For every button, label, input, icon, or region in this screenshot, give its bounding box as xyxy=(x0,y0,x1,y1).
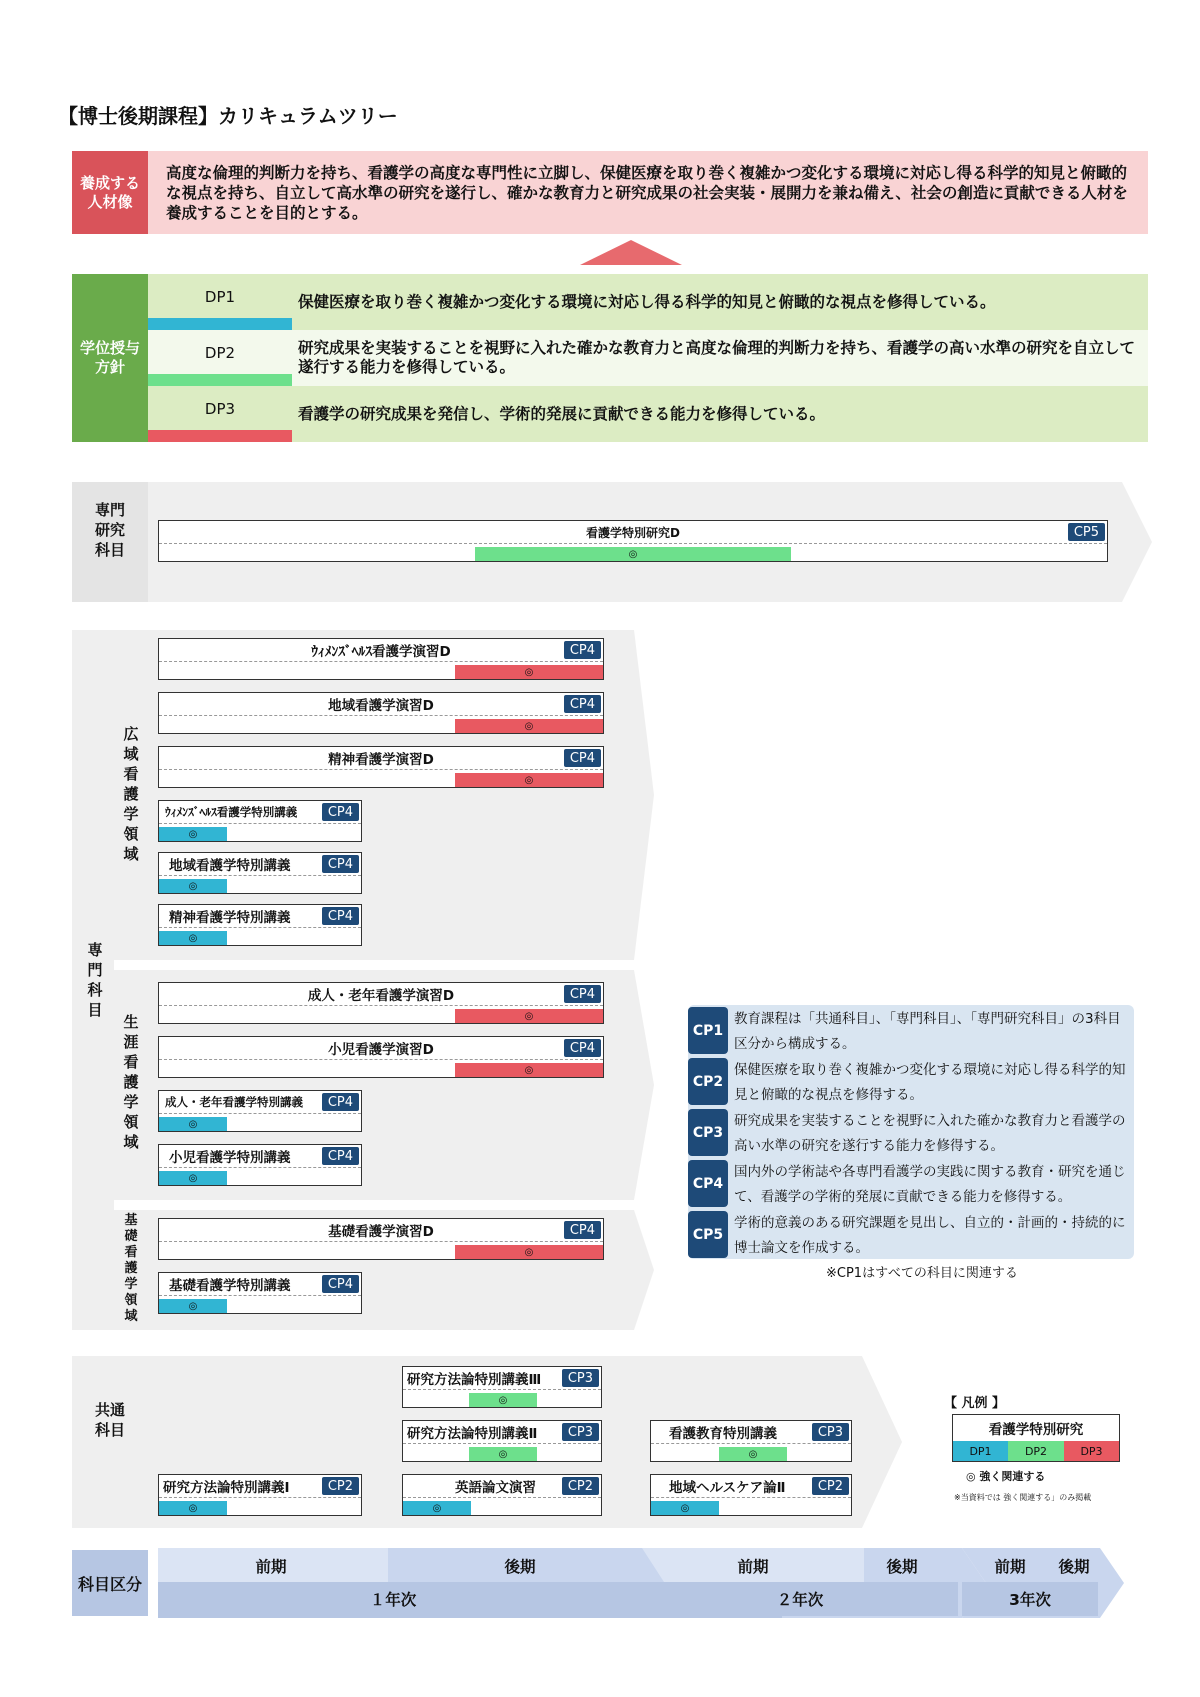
dp-code: DP2 xyxy=(204,344,236,362)
dp2-color-bar xyxy=(148,374,292,386)
legend-title: 【 凡例 】 xyxy=(944,1396,1006,1411)
cp-text: 研究成果を実装することを視野に入れた確かな教育力と看護学の高い水準の研究を遂行する能力を修得する。 xyxy=(734,1113,1126,1154)
vision-text: 高度な倫理的判断力を持ち、看護学の高度な専門性に立脚し、保健医療を取り巻く複雑かつ変化する環境に対応し得る科学的知見と俯瞰的な視点を持ち、自立して高水準の研究を遂行し、確かな教育力と研究成果の社会実装・展開力を兼ね備え、社会の創造に貢献できる人材を養成することを目的とする。 xyxy=(148,151,1148,234)
dp-code: DP1 xyxy=(204,288,236,306)
cp-table xyxy=(688,1005,1134,1259)
legend-note: ※当資料では 強く関連する」のみ掲載 xyxy=(954,1493,1092,1502)
cp-row xyxy=(688,1005,1134,1056)
cp-badge: CP3 xyxy=(812,1423,849,1441)
dp1-mark: ◎ xyxy=(159,1501,227,1515)
cp-text: 国内外の学術誌や各専門看護学の実践に関する教育・研究を通じて、看護学の学術的発展に貢献できる能力を修得する。 xyxy=(734,1164,1126,1205)
dp2-mark: ◎ xyxy=(475,547,791,561)
common-arrow xyxy=(862,1356,902,1528)
cp-code: CP1 xyxy=(688,1007,728,1054)
dp3-mark: ◎ xyxy=(455,1245,603,1259)
course-box xyxy=(158,800,362,842)
dp3-mark: ◎ xyxy=(455,665,603,679)
course-box xyxy=(158,638,604,680)
term-kouki: 後期 xyxy=(504,1558,536,1576)
course-box xyxy=(158,1144,362,1186)
course-name: 成人・老年看護学特別講義 xyxy=(159,1091,361,1114)
course-box xyxy=(158,520,1108,562)
course-box xyxy=(158,1474,362,1516)
course-box xyxy=(158,1272,362,1314)
specialty-label: 専門科目 xyxy=(87,941,103,1019)
dp1-mark: ◎ xyxy=(159,1117,227,1131)
cp-text: 教育課程は「共通科目」、「専門科目」、「専門研究科目」の3科目区分から構成する。 xyxy=(734,1011,1121,1052)
course-name: 基礎看護学演習D xyxy=(159,1219,603,1242)
common-label: 共通科目 xyxy=(94,1401,125,1439)
cp-badge: CP4 xyxy=(322,855,359,873)
course-name: 基礎看護学特別講義 xyxy=(159,1273,361,1296)
year-label: １年次 xyxy=(369,1591,417,1609)
cp-text: 学術的意義のある研究課題を見出し、自立的・計画的・持続的に博士論文を作成する。 xyxy=(734,1215,1126,1256)
course-box xyxy=(402,1366,602,1408)
vision-label-text: 養成する人材像 xyxy=(80,173,141,211)
term-zenki: 前期 xyxy=(737,1558,769,1576)
cp-badge: CP4 xyxy=(322,1275,359,1293)
dp3-mark: ◎ xyxy=(455,719,603,733)
cp-text: 保健医療を取り巻く複雑かつ変化する環境に対応し得る科学的知見と俯瞰的な視点を修得する。 xyxy=(734,1062,1126,1103)
cp-badge: CP3 xyxy=(562,1369,599,1387)
cp-row xyxy=(688,1158,1134,1209)
course-box xyxy=(158,746,604,788)
cp-badge: CP4 xyxy=(564,1039,601,1057)
dp2-mark: ◎ xyxy=(469,1393,537,1407)
course-name: 精神看護学特別講義 xyxy=(159,905,361,928)
legend-mark: ◎ 強く関連する xyxy=(966,1470,1046,1483)
area1-label: 広域看護学領域 xyxy=(123,725,139,863)
course-box xyxy=(402,1420,602,1462)
dp-description: 保健医療を取り巻く複雑かつ変化する環境に対応し得る科学的知見と俯瞰的な視点を修得している。 xyxy=(298,292,996,311)
course-name: 看護教育特別講義 xyxy=(651,1421,851,1444)
legend-dp2: DP2 xyxy=(1008,1441,1064,1461)
dp3-color-bar xyxy=(148,430,292,442)
course-name: ｳｨﾒﾝｽﾞﾍﾙｽ看護学特別講義 xyxy=(159,801,361,824)
course-box xyxy=(650,1474,852,1516)
timeline-label: 科目区分 xyxy=(72,1550,148,1616)
dp1-color-bar xyxy=(148,318,292,330)
cp-badge: CP5 xyxy=(1068,523,1105,541)
vision-label xyxy=(72,151,148,234)
course-name: ｳｨﾒﾝｽﾞﾍﾙｽ看護学演習D xyxy=(159,639,603,662)
area2-arrow xyxy=(634,970,654,1200)
cp-badge: CP4 xyxy=(564,749,601,767)
dp-row-2 xyxy=(148,330,1148,386)
cp-badge: CP4 xyxy=(322,907,359,925)
course-box xyxy=(158,1218,604,1260)
course-box xyxy=(158,904,362,946)
band-arrow xyxy=(1122,482,1152,602)
dp-description: 研究成果を実装することを視野に入れた確かな教育力と高度な倫理的判断力を持ち、看護学の高い水準の研究を自立して遂行する能力を修得している。 xyxy=(298,339,1136,376)
course-box xyxy=(158,982,604,1024)
cp-badge: CP4 xyxy=(564,695,601,713)
course-name: 小児看護学演習D xyxy=(159,1037,603,1060)
course-name: 精神看護学演習D xyxy=(159,747,603,770)
area1-arrow xyxy=(634,630,654,960)
course-name: 英語論文演習 xyxy=(403,1475,601,1498)
dp-row-1 xyxy=(148,274,1148,330)
course-name: 研究方法論特別講義Ⅲ xyxy=(403,1367,601,1390)
dp3-mark: ◎ xyxy=(455,773,603,787)
course-name: 成人・老年看護学演習D xyxy=(159,983,603,1006)
course-box xyxy=(158,1090,362,1132)
cp-row xyxy=(688,1209,1134,1260)
dp-code: DP3 xyxy=(204,400,236,418)
dp-row-3 xyxy=(148,386,1148,442)
cp-badge: CP4 xyxy=(564,985,601,1003)
dp1-mark: ◎ xyxy=(159,827,227,841)
dp1-mark: ◎ xyxy=(651,1501,719,1515)
up-arrow-icon xyxy=(580,240,682,265)
course-name: 研究方法論特別講義Ⅰ xyxy=(159,1475,361,1498)
cp-badge: CP4 xyxy=(322,1093,359,1111)
dp-description: 看護学の研究成果を発信し、学術的発展に貢献できる能力を修得している。 xyxy=(298,404,826,423)
course-name: 地域ヘルスケア論Ⅱ xyxy=(651,1475,851,1498)
legend-dp1: DP1 xyxy=(953,1441,1008,1461)
dp2-mark: ◎ xyxy=(469,1447,537,1461)
cp-code: CP5 xyxy=(688,1211,728,1258)
legend-dp3: DP3 xyxy=(1064,1441,1119,1461)
dp-label xyxy=(72,274,148,442)
course-box xyxy=(158,852,362,894)
cp-badge: CP4 xyxy=(322,1147,359,1165)
cp-code: CP4 xyxy=(688,1160,728,1207)
research-label: 専門研究科目 xyxy=(94,501,125,559)
dp3-mark: ◎ xyxy=(455,1009,603,1023)
cp-row xyxy=(688,1107,1134,1158)
course-box xyxy=(158,1036,604,1078)
dp1-mark: ◎ xyxy=(403,1501,471,1515)
course-name: 研究方法論特別講義Ⅱ xyxy=(403,1421,601,1444)
dp1-mark: ◎ xyxy=(159,879,227,893)
area3-arrow xyxy=(634,1210,654,1330)
dp-label-text: 学位授与方針 xyxy=(80,339,141,376)
year-label: ２年次 xyxy=(776,1591,824,1609)
cp-badge: CP4 xyxy=(322,803,359,821)
course-box xyxy=(402,1474,602,1516)
dp1-mark: ◎ xyxy=(159,1171,227,1185)
dp3-mark: ◎ xyxy=(455,1063,603,1077)
legend-course-name: 看護学特別研究 xyxy=(988,1422,1084,1438)
cp-code: CP2 xyxy=(688,1058,728,1105)
legend-box xyxy=(952,1414,1120,1462)
cp-badge: CP3 xyxy=(562,1423,599,1441)
cp-row xyxy=(688,1056,1134,1107)
term-kouki: 後期 xyxy=(1058,1558,1090,1576)
cp-badge: CP2 xyxy=(322,1477,359,1495)
cp-note: ※CP1はすべての科目に関連する xyxy=(826,1266,1018,1281)
dp2-mark: ◎ xyxy=(719,1447,787,1461)
cp-badge: CP4 xyxy=(564,1221,601,1239)
course-name: 看護学特別研究D xyxy=(159,521,1107,544)
course-name: 小児看護学特別講義 xyxy=(159,1145,361,1168)
area2-label: 生涯看護学領域 xyxy=(123,1013,139,1151)
term-kouki: 後期 xyxy=(886,1558,918,1576)
course-box xyxy=(650,1420,852,1462)
cp-badge: CP2 xyxy=(562,1477,599,1495)
year-label: 3年次 xyxy=(1009,1591,1051,1609)
cp-code: CP3 xyxy=(688,1109,728,1156)
cp-badge: CP2 xyxy=(812,1477,849,1495)
dp1-mark: ◎ xyxy=(159,931,227,945)
course-box xyxy=(158,692,604,734)
course-name: 地域看護学特別講義 xyxy=(159,853,361,876)
course-name: 地域看護学演習D xyxy=(159,693,603,716)
cp-badge: CP4 xyxy=(564,641,601,659)
term-zenki: 前期 xyxy=(255,1558,287,1576)
term-zenki: 前期 xyxy=(994,1558,1026,1576)
page-title: 【博士後期課程】カリキュラムツリー xyxy=(58,104,398,128)
dp1-mark: ◎ xyxy=(159,1299,227,1313)
area3-label: 基礎看護学領域 xyxy=(124,1213,138,1324)
